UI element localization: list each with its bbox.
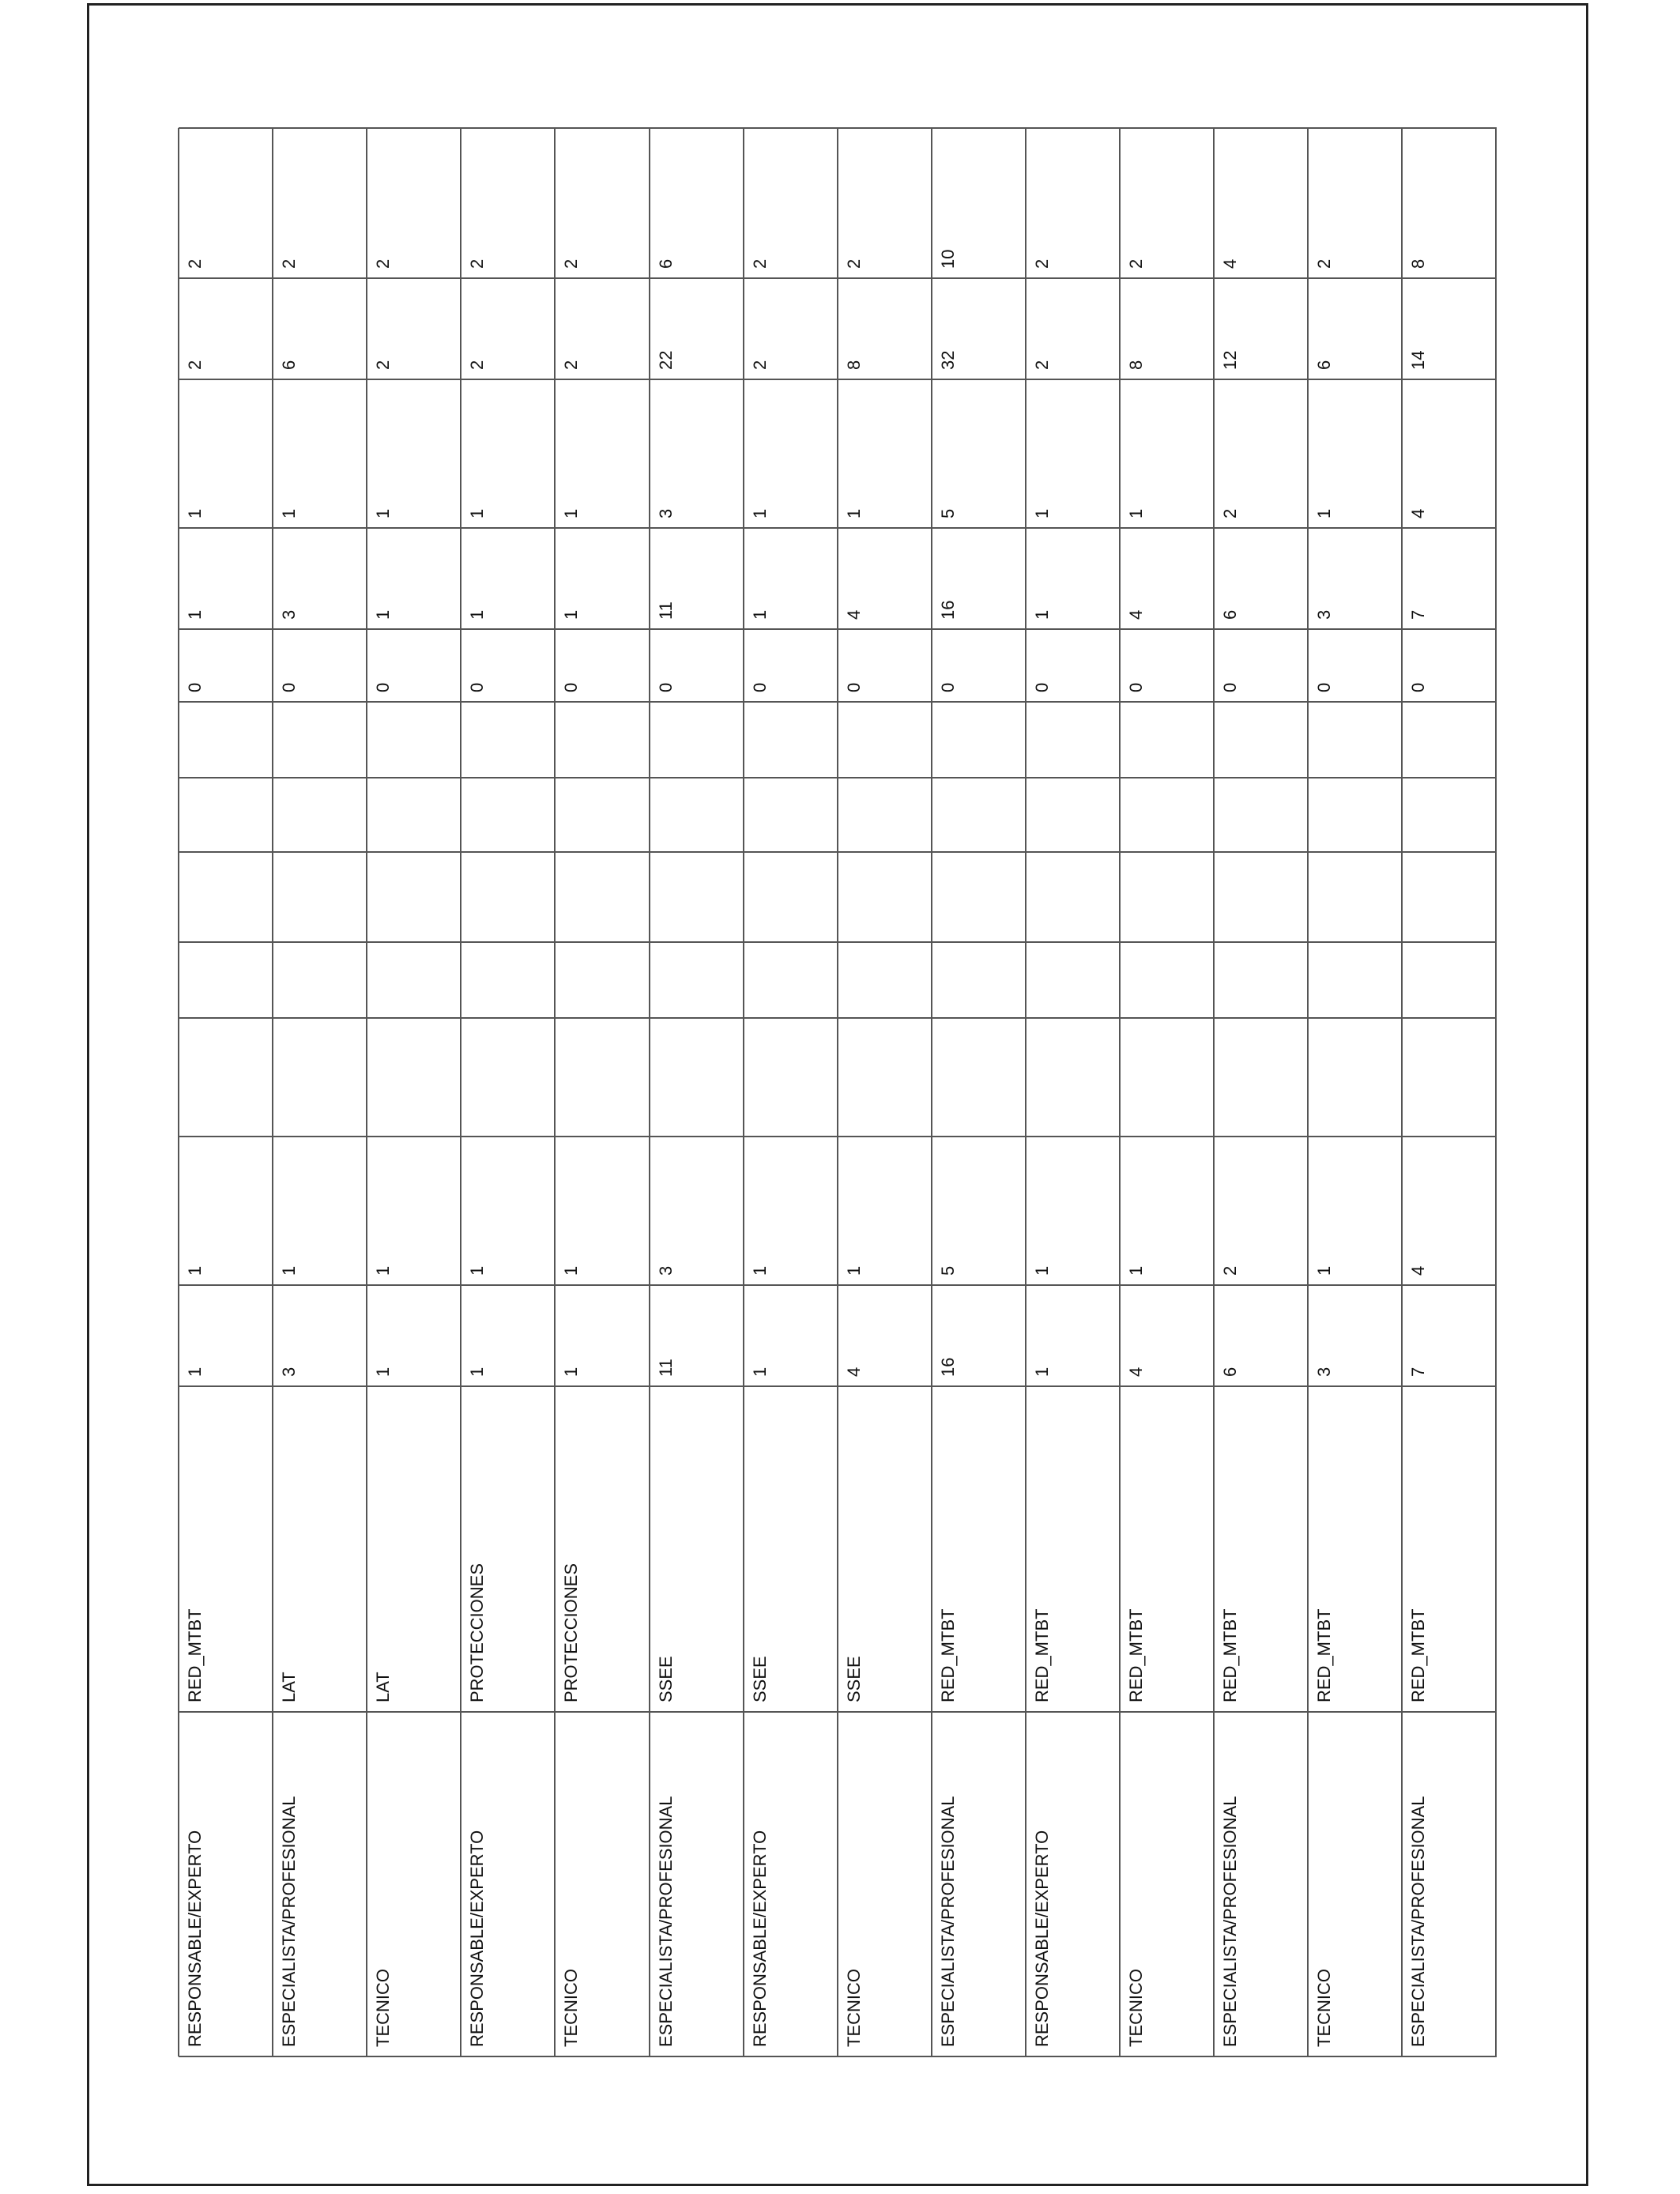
table-cell-area: RED_MTBT (1031, 1608, 1052, 1702)
table-cell-area: SSEE (655, 1656, 676, 1702)
table-cell-area: RED_MTBT (185, 1608, 205, 1702)
table-cell-c1: 11 (655, 1359, 676, 1377)
table-cell-c1: 1 (1031, 1367, 1052, 1377)
table-cell-role: RESPONSABLE/EXPERTO (467, 1830, 488, 2047)
table-cell-c2: 1 (749, 1265, 770, 1276)
table-cell-area: PROTECCIONES (561, 1563, 582, 1702)
table-cell-c11: 2 (1031, 360, 1052, 370)
table-cell-area: RED_MTBT (937, 1608, 958, 1702)
table-cell-c2: 3 (655, 1265, 676, 1276)
table-cell-c8: 0 (1126, 682, 1146, 692)
table-cell-c8: 0 (843, 682, 864, 692)
table-cell-c11: 6 (1314, 360, 1335, 370)
table-column-divider (1025, 128, 1026, 2056)
table-cell-c9: 3 (279, 609, 299, 620)
table-cell-c10: 1 (1126, 508, 1146, 518)
table-cell-c10: 1 (467, 508, 488, 518)
table-column-divider (178, 128, 179, 2056)
table-cell-c1: 1 (561, 1367, 582, 1377)
table-cell-c1: 7 (1408, 1367, 1429, 1377)
table-column-divider (837, 128, 838, 2056)
table-cell-role: TECNICO (373, 1969, 394, 2047)
table-column-divider (1307, 128, 1309, 2056)
table-cell-c9: 7 (1408, 609, 1429, 620)
table-cell-c12: 2 (749, 258, 770, 269)
table-cell-c11: 14 (1408, 350, 1429, 370)
table-cell-c2: 5 (937, 1265, 958, 1276)
table-cell-c12: 4 (1220, 258, 1241, 269)
table-cell-c2: 1 (1314, 1265, 1335, 1276)
table-cell-c9: 1 (185, 609, 205, 620)
table-cell-c2: 1 (1031, 1265, 1052, 1276)
table-cell-c12: 2 (185, 258, 205, 269)
table-cell-c1: 3 (1314, 1367, 1335, 1377)
table-cell-role: ESPECIALISTA/PROFESIONAL (1220, 1796, 1241, 2047)
table-cell-role: TECNICO (843, 1969, 864, 2047)
table-cell-c9: 16 (937, 600, 958, 620)
table-cell-role: ESPECIALISTA/PROFESIONAL (937, 1796, 958, 2047)
table-column-divider (743, 128, 744, 2056)
table-cell-c8: 0 (1220, 682, 1241, 692)
table-cell-c10: 1 (843, 508, 864, 518)
table-cell-c12: 2 (373, 258, 394, 269)
table-cell-c2: 1 (1126, 1265, 1146, 1276)
table-cell-c8: 0 (467, 682, 488, 692)
table-column-divider (931, 128, 932, 2056)
table-cell-c12: 2 (467, 258, 488, 269)
table-cell-c1: 16 (937, 1357, 958, 1377)
table-cell-c8: 0 (373, 682, 394, 692)
table-cell-c12: 2 (279, 258, 299, 269)
table-cell-c11: 2 (749, 360, 770, 370)
table-column-divider (460, 128, 461, 2056)
table-cell-c8: 0 (749, 682, 770, 692)
table-cell-area: LAT (373, 1672, 394, 1702)
table-cell-c10: 2 (1220, 508, 1241, 518)
table-cell-role: TECNICO (1314, 1969, 1335, 2047)
table-cell-c1: 1 (749, 1367, 770, 1377)
table-cell-c2: 1 (561, 1265, 582, 1276)
table-cell-c2: 1 (373, 1265, 394, 1276)
table-cell-c8: 0 (279, 682, 299, 692)
table-cell-c11: 32 (937, 350, 958, 370)
table-column-divider (1213, 128, 1215, 2056)
table-column-divider (366, 128, 367, 2056)
table-cell-c1: 1 (467, 1367, 488, 1377)
table-cell-c1: 1 (373, 1367, 394, 1377)
table-cell-role: ESPECIALISTA/PROFESIONAL (279, 1796, 299, 2047)
table-cell-c9: 1 (373, 609, 394, 620)
table-cell-c1: 3 (279, 1367, 299, 1377)
table-cell-c10: 1 (373, 508, 394, 518)
table-cell-role: TECNICO (561, 1969, 582, 2047)
table-column-divider (649, 128, 650, 2056)
table-column-divider (1495, 128, 1497, 2056)
table-cell-area: RED_MTBT (1408, 1608, 1429, 1702)
table-cell-c10: 1 (279, 508, 299, 518)
table-cell-c2: 2 (1220, 1265, 1241, 1276)
table-cell-area: RED_MTBT (1220, 1608, 1241, 1702)
table-cell-c10: 3 (655, 508, 676, 518)
table-cell-c12: 8 (1408, 258, 1429, 269)
table-cell-role: ESPECIALISTA/PROFESIONAL (655, 1796, 676, 2047)
table-cell-c12: 2 (1126, 258, 1146, 269)
table-cell-c8: 0 (185, 682, 205, 692)
table-cell-c8: 0 (1408, 682, 1429, 692)
table-cell-role: RESPONSABLE/EXPERTO (1031, 1830, 1052, 2047)
table-cell-c9: 11 (655, 601, 676, 620)
table-cell-c1: 6 (1220, 1367, 1241, 1377)
table-cell-c10: 5 (937, 508, 958, 518)
table-cell-c10: 1 (185, 508, 205, 518)
table-cell-c2: 1 (467, 1265, 488, 1276)
table-cell-c12: 2 (1031, 258, 1052, 269)
table-cell-role: RESPONSABLE/EXPERTO (185, 1830, 205, 2047)
table-cell-c12: 2 (1314, 258, 1335, 269)
table-cell-c2: 4 (1408, 1265, 1429, 1276)
table-cell-c8: 0 (1031, 682, 1052, 692)
table-cell-c10: 4 (1408, 508, 1429, 518)
data-table (179, 128, 1497, 2056)
table-cell-c8: 0 (561, 682, 582, 692)
table-cell-role: TECNICO (1126, 1969, 1146, 2047)
table-cell-c10: 1 (749, 508, 770, 518)
table-cell-c9: 6 (1220, 609, 1241, 620)
table-cell-c2: 1 (185, 1265, 205, 1276)
table-column-divider (554, 128, 556, 2056)
table-cell-c10: 1 (561, 508, 582, 518)
table-column-divider (1119, 128, 1121, 2056)
table-cell-c10: 1 (1314, 508, 1335, 518)
table-cell-c1: 4 (1126, 1367, 1146, 1377)
table-cell-c8: 0 (1314, 682, 1335, 692)
table-cell-c1: 1 (185, 1367, 205, 1377)
table-cell-area: RED_MTBT (1314, 1608, 1335, 1702)
table-cell-c9: 1 (749, 609, 770, 620)
table-cell-c11: 2 (185, 360, 205, 370)
table-cell-c9: 1 (561, 609, 582, 620)
table-cell-c11: 8 (843, 360, 864, 370)
table-cell-c12: 2 (843, 258, 864, 269)
table-cell-c11: 12 (1220, 350, 1241, 370)
table-cell-area: PROTECCIONES (467, 1563, 488, 1702)
table-cell-role: ESPECIALISTA/PROFESIONAL (1408, 1796, 1429, 2047)
table-cell-c11: 8 (1126, 360, 1146, 370)
table-cell-c2: 1 (843, 1265, 864, 1276)
table-cell-c9: 4 (843, 609, 864, 620)
table-cell-area: RED_MTBT (1126, 1608, 1146, 1702)
table-cell-c12: 10 (937, 249, 958, 269)
table-cell-c11: 22 (655, 350, 676, 370)
table-cell-c2: 1 (279, 1265, 299, 1276)
table-cell-c9: 1 (1031, 609, 1052, 620)
table-cell-c1: 4 (843, 1367, 864, 1377)
table-cell-c11: 6 (279, 360, 299, 370)
table-cell-c11: 2 (561, 360, 582, 370)
table-cell-c11: 2 (467, 360, 488, 370)
table-cell-c12: 6 (655, 258, 676, 269)
table-cell-area: LAT (279, 1672, 299, 1702)
table-cell-role: RESPONSABLE/EXPERTO (749, 1830, 770, 2047)
table-cell-c11: 2 (373, 360, 394, 370)
table-cell-area: SSEE (749, 1656, 770, 1702)
table-cell-c8: 0 (937, 682, 958, 692)
table-column-divider (1401, 128, 1403, 2056)
table-column-divider (272, 128, 273, 2056)
table-cell-area: SSEE (843, 1656, 864, 1702)
table-cell-c9: 1 (467, 609, 488, 620)
table-cell-c9: 4 (1126, 609, 1146, 620)
table-cell-c12: 2 (561, 258, 582, 269)
table-cell-c10: 1 (1031, 508, 1052, 518)
table-cell-c8: 0 (655, 682, 676, 692)
table-cell-c9: 3 (1314, 609, 1335, 620)
